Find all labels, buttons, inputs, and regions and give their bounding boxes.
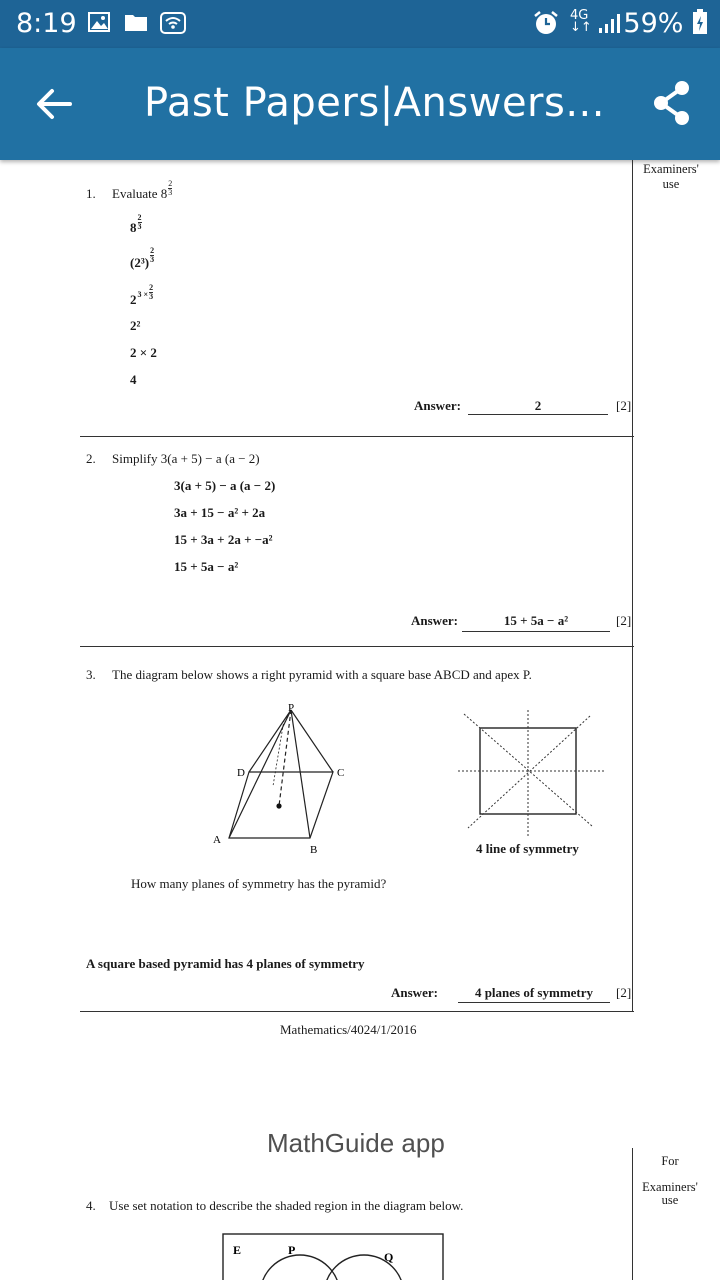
q1-answer-value: 2	[534, 398, 542, 413]
app-title: Past Papers|Answers...	[144, 80, 605, 126]
signal-icon	[598, 12, 622, 38]
label-b: B	[310, 844, 318, 856]
q3-marks: [2]	[616, 985, 632, 1000]
label-a: A	[213, 834, 221, 846]
q3-answer-label: Answer:	[391, 985, 438, 1000]
q2-answer-label: Answer:	[411, 613, 458, 628]
q3-question: How many planes of symmetry has the pyramid?	[131, 876, 387, 891]
back-button[interactable]	[34, 84, 74, 124]
margin-rule-2	[632, 1148, 633, 1280]
q1-step-2: (2³) $^{\frac{2}{3}}$	[130, 246, 155, 270]
pyramid-base-center	[276, 803, 281, 808]
app-bar	[0, 48, 720, 160]
q1-answer-label: Answer:	[414, 398, 461, 413]
q4-prompt: Use set notation to describe the shaded region in the diagram below.	[109, 1198, 464, 1213]
symmetry-caption: 4 line of symmetry	[476, 841, 579, 856]
wifi-icon	[160, 12, 186, 38]
status-time: 8:19	[16, 8, 77, 39]
q1-divider	[80, 436, 634, 437]
venn-label-p: P	[288, 1243, 296, 1257]
folder-icon	[124, 12, 148, 36]
q2-step-2: 3a + 15 − a² + 2a	[174, 505, 266, 520]
q2-step-3: 15 + 3a + 2a + −a²	[174, 532, 273, 547]
q4-number: 4.	[86, 1198, 96, 1213]
status-bar	[0, 0, 720, 48]
symmetry-diagram	[456, 710, 606, 842]
for-examiners-use-label: For Examiners' use	[642, 1154, 698, 1207]
page-footer: Mathematics/4024/1/2016	[280, 1022, 417, 1037]
q2-marks: [2]	[616, 613, 632, 628]
share-button[interactable]	[652, 80, 692, 126]
q1-step-6: 4	[130, 372, 137, 387]
q2-step-1: 3(a + 5) − a (a − 2)	[174, 478, 276, 493]
q1-step-1: 8 $^{\frac{2}{3}}$	[130, 213, 142, 235]
pyramid-diagram	[205, 698, 365, 860]
q3-answer-value: 4 planes of symmetry	[474, 985, 594, 1000]
examiners-use-label: Examiners' use	[643, 162, 699, 191]
q2-prompt: Simplify 3(a + 5) − a (a − 2)	[112, 451, 260, 466]
q1-step-3: $2^{3 \times}$ $^{\frac{2}{3}}$	[130, 283, 154, 307]
q1-step-5: 2 × 2	[130, 345, 157, 360]
q2-answer-value: 15 + 5a − a²	[503, 613, 569, 628]
q3-number: 3.	[86, 667, 96, 682]
q1-step-4: 2²	[130, 318, 141, 333]
q3-answer-line	[458, 1002, 610, 1003]
q1-number: 1.	[86, 186, 96, 201]
share-icon	[652, 80, 692, 126]
venn-diagram	[222, 1233, 446, 1280]
q3-working: A square based pyramid has 4 planes of symmetry	[86, 956, 365, 971]
network-type-icon: 4G ↓↑	[570, 8, 592, 35]
q3-divider	[80, 1011, 634, 1012]
image-icon	[88, 12, 110, 36]
q2-divider	[80, 646, 634, 647]
q2-number: 2.	[86, 451, 96, 466]
q1-prompt: Evaluate 8 $^{\frac{2}{3}}$	[112, 179, 173, 201]
label-p: P	[288, 702, 295, 714]
venn-label-e: E	[233, 1243, 242, 1257]
venn-label-q: Q	[384, 1250, 394, 1264]
q2-step-4: 15 + 5a − a²	[174, 559, 239, 574]
label-c: C	[337, 767, 345, 779]
q1-answer-line	[468, 414, 608, 415]
label-d: D	[237, 767, 245, 779]
q3-prompt: The diagram below shows a right pyramid with a square base ABCD and apex P.	[112, 667, 532, 682]
arrow-left-icon	[34, 84, 74, 124]
q1-marks: [2]	[616, 398, 632, 413]
q2-answer-line	[462, 631, 610, 632]
battery-percent: 59%	[623, 8, 684, 39]
alarm-icon	[532, 10, 560, 40]
watermark: MathGuide app	[267, 1128, 445, 1158]
battery-icon	[692, 9, 708, 35]
margin-rule	[632, 160, 633, 1012]
battery-status	[623, 8, 708, 39]
